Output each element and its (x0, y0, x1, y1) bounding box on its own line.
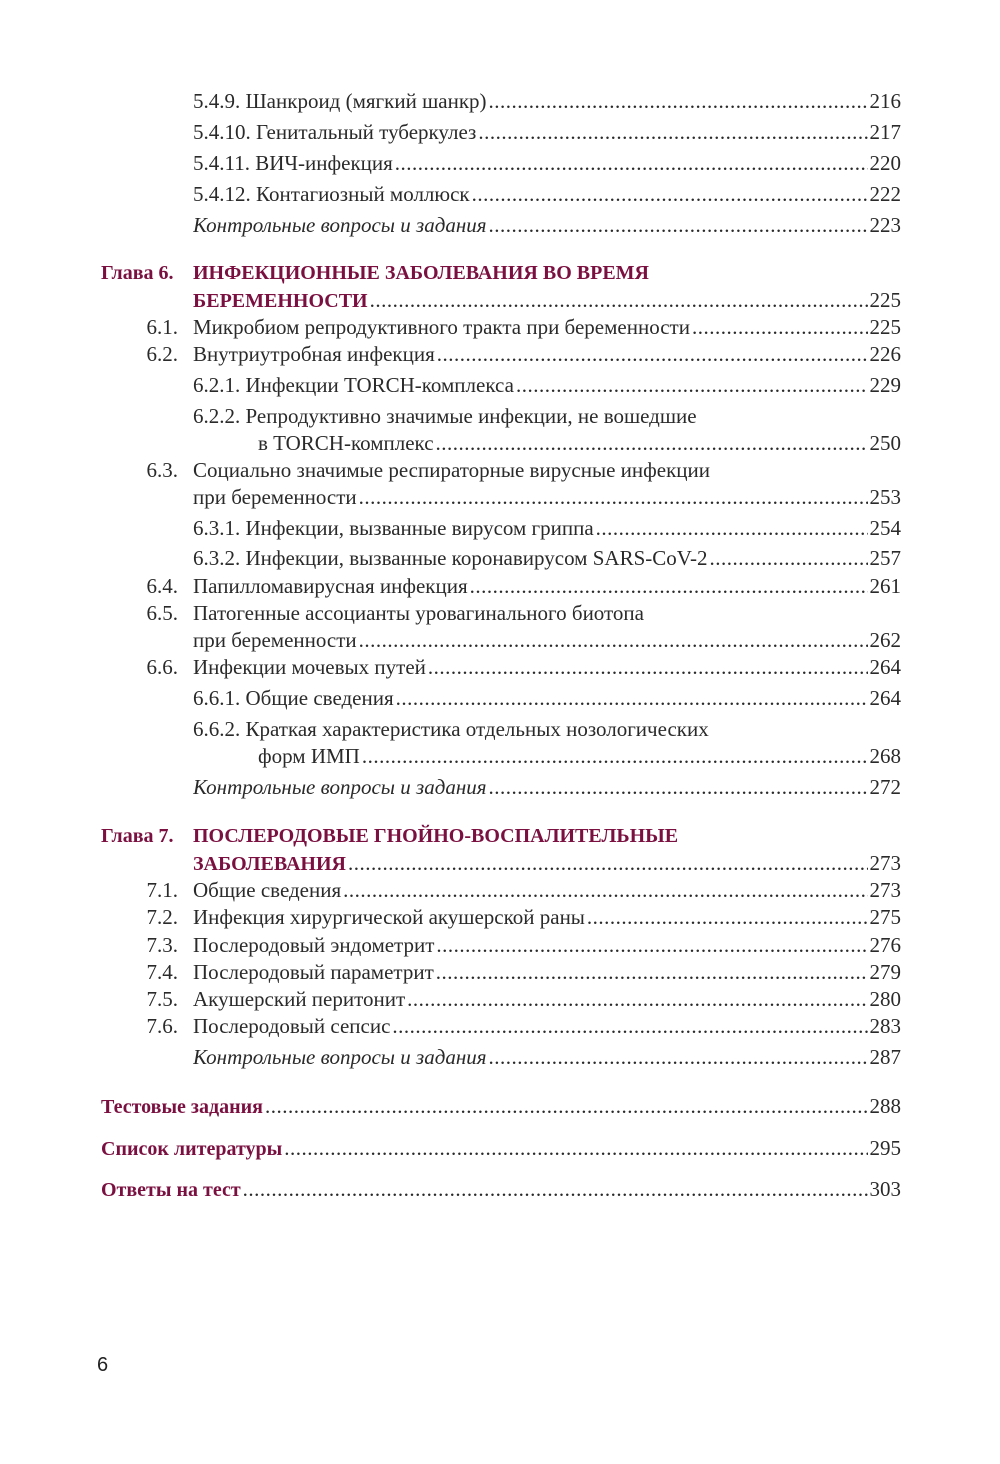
toc-entry-page: 257 (869, 546, 901, 570)
toc-entry[interactable] (193, 87, 901, 115)
toc-entry-title: Акушерский перитонит (193, 987, 406, 1011)
leader-dots (692, 313, 868, 341)
leader-dots (472, 180, 868, 208)
leader-dots (516, 371, 868, 399)
toc-entry-page: 272 (869, 775, 901, 799)
leader-dots (359, 626, 868, 654)
chapter-7-label: Глава 7. (101, 825, 174, 847)
toc-entry-title: 6.2.1. Инфекции TORCH-комплекса (193, 373, 514, 397)
toc-entry-page: 229 (869, 373, 901, 397)
toc-entry-title-line2: при беременности (193, 628, 357, 652)
toc-entry-page: 220 (869, 151, 901, 175)
toc-entry-title-line2: в TORCH-комплекс (258, 431, 434, 455)
toc-entry-page: 223 (869, 213, 901, 237)
toc-entry-title: Папилломавирусная инфекция (193, 574, 468, 598)
toc-entry-page: 217 (869, 120, 901, 144)
toc-entry-page: 225 (869, 315, 901, 339)
toc-entry-page: 253 (869, 485, 901, 509)
toc-entry[interactable] (193, 626, 901, 654)
toc-entry-title: Контрольные вопросы и задания (193, 775, 487, 799)
leader-dots (359, 483, 868, 511)
toc-entry-page: 273 (869, 851, 901, 875)
toc-entry-page: 268 (869, 744, 901, 768)
toc-entry-title: Контрольные вопросы и задания (193, 213, 487, 237)
toc-entry[interactable] (193, 514, 901, 542)
leader-dots (470, 572, 868, 600)
toc-entry-page: 275 (869, 905, 901, 929)
toc-entry-title-line1[interactable]: Социально значимые респираторные вирусные инфекции (193, 458, 710, 482)
leader-dots (265, 1092, 868, 1120)
toc-entry[interactable] (193, 958, 901, 986)
chapter-7-title-line1[interactable]: ПОСЛЕРОДОВЫЕ ГНОЙНО-ВОСПАЛИТЕЛЬНЫЕ (193, 825, 679, 847)
leader-dots (437, 340, 868, 368)
toc-entry-title: Ответы на тест (101, 1179, 241, 1201)
toc-entry-control-questions[interactable] (193, 211, 901, 239)
toc-entry[interactable] (193, 483, 901, 511)
toc-entry-title: 5.4.12. Контагиозный моллюск (193, 182, 470, 206)
leader-dots (243, 1175, 868, 1203)
toc-entry-page: 279 (869, 960, 901, 984)
section-number: 6.1. (146, 315, 178, 339)
toc-entry-page: 216 (869, 89, 901, 113)
toc-entry-title: Контрольные вопросы и задания (193, 1045, 487, 1069)
chapter-6-label: Глава 6. (101, 262, 174, 284)
toc-entry-title: 6.3.2. Инфекции, вызванные коронавирусом SARS-CoV-2 (193, 546, 708, 570)
leader-dots (489, 773, 868, 801)
toc-entry-tests[interactable] (101, 1092, 901, 1120)
toc-entry-title: Инфекция хирургической акушерской раны (193, 905, 585, 929)
leader-dots (478, 118, 867, 146)
leader-dots (436, 931, 867, 959)
chapter-7-title-line2: ЗАБОЛЕВАНИЯ (193, 853, 346, 875)
leader-dots (392, 1012, 867, 1040)
toc-entry-page: 295 (869, 1136, 901, 1160)
toc-entry-title: Послеродовый эндометрит (193, 933, 435, 957)
toc-entry-control-questions[interactable] (193, 773, 901, 801)
toc-entry-title: Послеродовый параметрит (193, 960, 434, 984)
toc-entry[interactable] (258, 742, 901, 770)
toc-entry-title: Тестовые задания (101, 1096, 263, 1118)
toc-entry[interactable] (193, 118, 901, 146)
section-number: 7.2. (146, 905, 178, 929)
leader-dots (348, 849, 868, 877)
toc-entry-page: 273 (869, 878, 901, 902)
toc-entry-title-line2: при беременности (193, 485, 357, 509)
chapter-6-entry[interactable] (193, 286, 901, 314)
toc-entry[interactable] (193, 313, 901, 341)
toc-entry[interactable] (193, 371, 901, 399)
toc-entry-title: Микробиом репродуктивного тракта при беременности (193, 315, 690, 339)
toc-entry[interactable] (193, 544, 901, 572)
toc-entry[interactable] (193, 149, 901, 177)
toc-entry[interactable] (258, 429, 901, 457)
leader-dots (436, 429, 868, 457)
chapter-6-title-line1[interactable]: ИНФЕКЦИОННЫЕ ЗАБОЛЕВАНИЯ ВО ВРЕМЯ (193, 262, 649, 284)
toc-entry-page: 222 (869, 182, 901, 206)
leader-dots (362, 742, 868, 770)
leader-dots (407, 985, 867, 1013)
toc-entry-page: 225 (869, 288, 901, 312)
toc-entry[interactable] (193, 180, 901, 208)
section-number: 7.5. (146, 987, 178, 1011)
section-number: 7.4. (146, 960, 178, 984)
section-number: 6.2. (146, 342, 178, 366)
toc-entry-title: Послеродовый сепсис (193, 1014, 391, 1038)
toc-entry-page: 264 (869, 655, 901, 679)
toc-entry-title-line1[interactable]: 6.2.2. Репродуктивно значимые инфекции, не вошедшие (193, 404, 697, 428)
toc-entry-page: 261 (869, 574, 901, 598)
toc-entry-page: 254 (869, 516, 901, 540)
leader-dots (489, 1043, 868, 1071)
leader-dots (395, 149, 868, 177)
toc-entry-control-questions[interactable] (193, 1043, 901, 1071)
toc-entry-title: 5.4.11. ВИЧ-инфекция (193, 151, 393, 175)
toc-entry-page: 287 (869, 1045, 901, 1069)
toc-entry-title: 5.4.10. Генитальный туберкулез (193, 120, 477, 144)
section-number: 6.6. (146, 655, 178, 679)
toc-entry[interactable] (193, 572, 901, 600)
toc-entry[interactable] (193, 931, 901, 959)
toc-entry-title-line1[interactable]: 6.6.2. Краткая характеристика отдельных нозологических (193, 717, 709, 741)
toc-entry-title: Внутриутробная инфекция (193, 342, 435, 366)
toc-entry-page: 283 (869, 1014, 901, 1038)
toc-entry-page: 226 (869, 342, 901, 366)
toc-entry-title: 6.6.1. Общие сведения (193, 686, 394, 710)
section-number: 7.1. (146, 878, 178, 902)
toc-entry-title: Инфекции мочевых путей (193, 655, 426, 679)
toc-entry[interactable] (193, 684, 901, 712)
leader-dots (436, 958, 868, 986)
toc-entry-title: Общие сведения (193, 878, 342, 902)
toc-entry[interactable] (193, 653, 901, 681)
toc-entry-title-line2: форм ИМП (258, 744, 360, 768)
toc-entry[interactable] (193, 340, 901, 368)
leader-dots (428, 653, 868, 681)
leader-dots (370, 286, 868, 314)
leader-dots (343, 876, 867, 904)
chapter-6-title-line2: БЕРЕМЕННОСТИ (193, 290, 368, 312)
page-number: 6 (97, 1354, 109, 1376)
leader-dots (489, 87, 868, 115)
leader-dots (596, 514, 868, 542)
toc-entry[interactable] (193, 876, 901, 904)
toc-entry-title: 6.3.1. Инфекции, вызванные вирусом гриппа (193, 516, 594, 540)
leader-dots (709, 544, 867, 572)
toc-entry-title: Список литературы (101, 1138, 283, 1160)
leader-dots (396, 684, 868, 712)
toc-entry-title-line1[interactable]: Патогенные ассоцианты уровагинального биотопа (193, 601, 644, 625)
section-number: 6.3. (146, 458, 178, 482)
chapter-7-entry[interactable] (193, 849, 901, 877)
section-number: 6.5. (146, 601, 178, 625)
toc-entry-title: 5.4.9. Шанкроид (мягкий шанкр) (193, 89, 487, 113)
leader-dots (489, 211, 868, 239)
toc-entry-page: 264 (869, 686, 901, 710)
toc-entry-page: 303 (869, 1177, 901, 1201)
toc-entry-page: 288 (869, 1094, 901, 1118)
section-number: 6.4. (146, 574, 178, 598)
toc-entry[interactable] (193, 985, 901, 1013)
leader-dots (587, 903, 868, 931)
section-number: 7.3. (146, 933, 178, 957)
toc-entry-page: 262 (869, 628, 901, 652)
toc-entry-page: 280 (869, 987, 901, 1011)
toc-entry-references[interactable] (101, 1134, 901, 1162)
toc-entry-page: 276 (869, 933, 901, 957)
toc-entry[interactable] (193, 1012, 901, 1040)
toc-entry-page: 250 (869, 431, 901, 455)
section-number: 7.6. (146, 1014, 178, 1038)
toc-entry-answers[interactable] (101, 1175, 901, 1203)
toc-entry[interactable] (193, 903, 901, 931)
leader-dots (284, 1134, 867, 1162)
